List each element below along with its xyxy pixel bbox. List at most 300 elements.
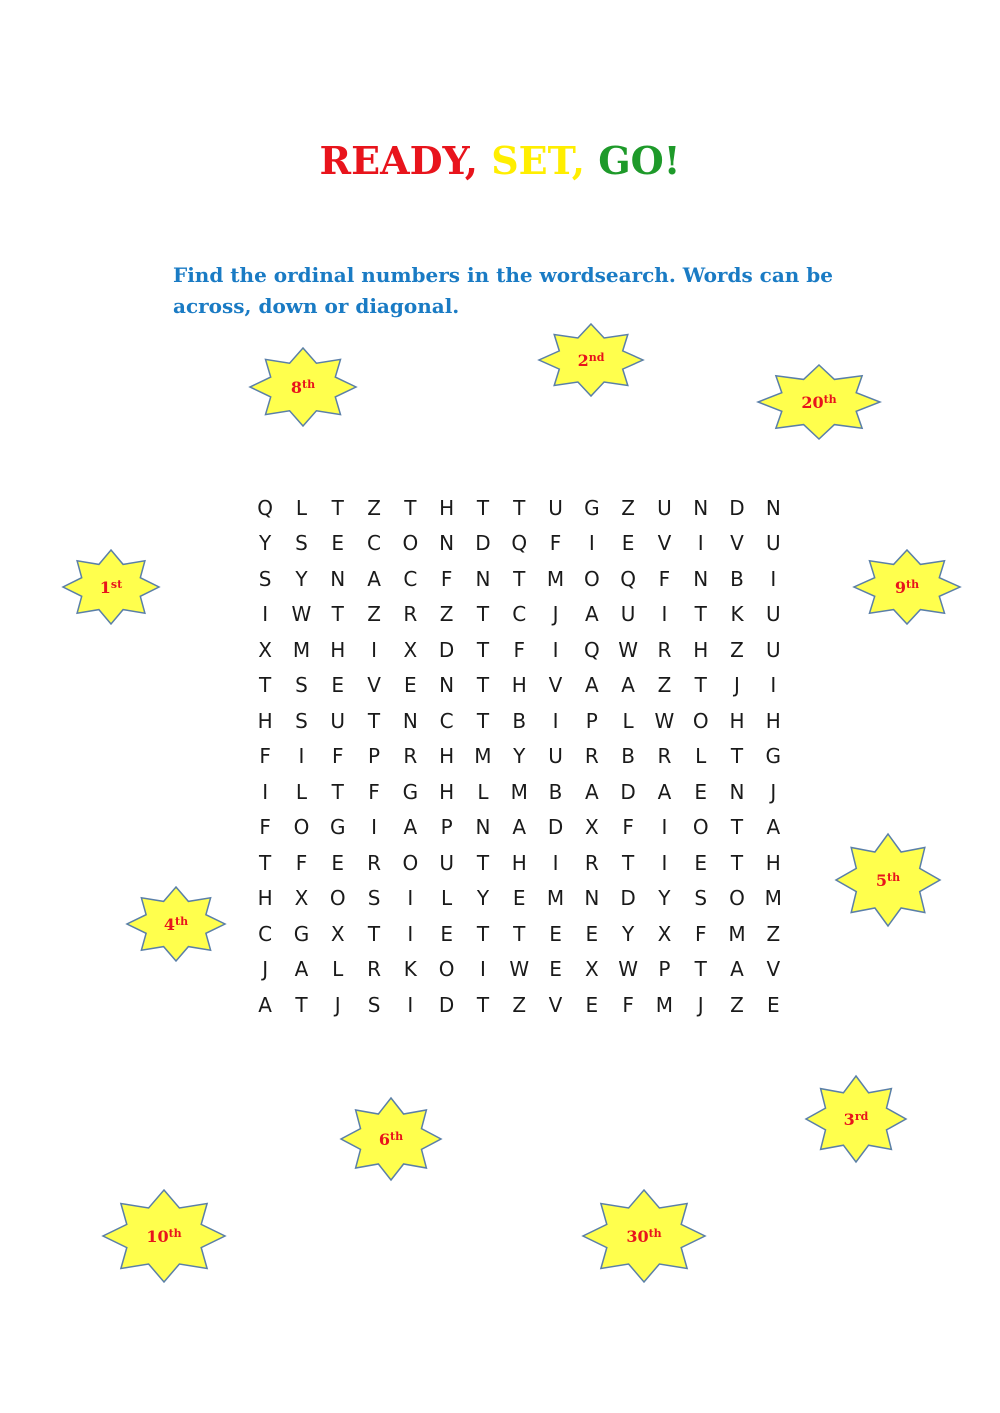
star-badge-1st bbox=[61, 548, 161, 626]
ordinal-suffix: th bbox=[906, 577, 920, 591]
grid-letter[interactable]: I bbox=[661, 850, 668, 875]
grid-letter[interactable]: M bbox=[546, 886, 565, 911]
ordinal-suffix: th bbox=[168, 1226, 182, 1240]
grid-letter[interactable]: F bbox=[622, 992, 634, 1017]
grid-letter[interactable]: A bbox=[258, 992, 272, 1017]
grid-letter[interactable]: I bbox=[552, 637, 559, 662]
ordinal-number: 10 bbox=[146, 1226, 169, 1246]
star-icon bbox=[63, 550, 159, 624]
grid-letter[interactable]: C bbox=[512, 602, 527, 627]
grid-letter[interactable]: X bbox=[584, 957, 599, 982]
grid-letter[interactable]: Y bbox=[622, 921, 635, 946]
grid-letter[interactable]: M bbox=[474, 744, 492, 769]
grid-letter[interactable]: E bbox=[331, 531, 345, 556]
grid-letter[interactable]: H bbox=[693, 637, 709, 662]
grid-letter[interactable]: C bbox=[367, 531, 382, 556]
star-shape bbox=[537, 322, 645, 398]
grid-letter[interactable]: K bbox=[403, 957, 417, 982]
ordinal-number: 1 bbox=[99, 577, 111, 597]
grid-letter[interactable]: V bbox=[730, 531, 744, 556]
grid-letter[interactable]: T bbox=[331, 779, 344, 804]
ordinal-number: 2 bbox=[577, 350, 589, 370]
grid-letter[interactable]: N bbox=[402, 708, 418, 733]
grid-letter[interactable]: A bbox=[621, 673, 635, 698]
grid-letter[interactable]: T bbox=[295, 992, 308, 1017]
grid-letter[interactable]: I bbox=[407, 886, 414, 911]
grid-letter[interactable]: O bbox=[729, 886, 745, 911]
grid-letter[interactable]: H bbox=[257, 886, 273, 911]
grid-letter[interactable]: Q bbox=[583, 637, 600, 662]
grid-letter[interactable]: E bbox=[585, 992, 599, 1017]
grid-letter[interactable]: U bbox=[657, 495, 672, 520]
star-shape bbox=[248, 346, 358, 428]
star-shape bbox=[61, 548, 161, 626]
grid-row bbox=[247, 490, 791, 526]
grid-letter[interactable]: U bbox=[765, 602, 781, 627]
grid-letter[interactable]: X bbox=[294, 886, 309, 911]
grid-letter[interactable]: A bbox=[367, 566, 381, 591]
grid-letter[interactable]: J bbox=[262, 957, 269, 982]
grid-letter[interactable]: Y bbox=[476, 886, 490, 911]
grid-letter[interactable]: X bbox=[330, 921, 345, 946]
grid-letter[interactable]: Y bbox=[658, 886, 671, 911]
star-badge-8th bbox=[248, 346, 358, 428]
star-shape bbox=[804, 1074, 908, 1164]
grid-letter[interactable]: S bbox=[367, 992, 381, 1017]
grid-row bbox=[247, 810, 791, 846]
grid-letter[interactable]: Q bbox=[620, 566, 636, 591]
grid-letter[interactable]: E bbox=[766, 992, 780, 1017]
grid-letter[interactable]: U bbox=[548, 495, 563, 520]
grid-letter[interactable]: X bbox=[403, 637, 418, 662]
grid-letter[interactable]: W bbox=[509, 957, 530, 982]
grid-letter[interactable]: R bbox=[403, 602, 418, 627]
grid-letter[interactable]: T bbox=[513, 921, 526, 946]
grid-letter[interactable]: D bbox=[438, 637, 455, 662]
grid-letter[interactable]: T bbox=[730, 744, 744, 769]
grid-letter[interactable]: W bbox=[618, 957, 638, 982]
grid-letter[interactable]: U bbox=[620, 602, 636, 627]
grid-letter[interactable]: T bbox=[476, 495, 490, 520]
grid-letter[interactable]: T bbox=[476, 602, 490, 627]
star-icon bbox=[854, 550, 960, 624]
grid-letter[interactable]: W bbox=[654, 708, 675, 733]
grid-letter[interactable]: A bbox=[294, 957, 309, 982]
grid-letter[interactable]: T bbox=[331, 495, 344, 520]
grid-letter[interactable]: G bbox=[584, 495, 600, 520]
grid-letter[interactable]: N bbox=[584, 886, 600, 911]
ordinal-number: 4 bbox=[163, 914, 176, 934]
star-shape bbox=[101, 1188, 227, 1284]
star-badge-9th bbox=[852, 548, 962, 626]
grid-letter[interactable]: N bbox=[475, 566, 491, 591]
star-icon bbox=[758, 365, 880, 439]
grid-letter[interactable]: A bbox=[584, 673, 599, 698]
grid-letter[interactable]: Y bbox=[259, 531, 272, 556]
grid-letter[interactable]: O bbox=[692, 815, 709, 840]
grid-letter[interactable]: G bbox=[293, 921, 310, 946]
grid-letter[interactable]: E bbox=[331, 673, 345, 698]
grid-letter[interactable]: U bbox=[548, 744, 563, 769]
star-badge-20th bbox=[756, 363, 882, 441]
grid-letter[interactable]: L bbox=[295, 779, 308, 804]
ordinal-number: 5 bbox=[875, 870, 888, 890]
grid-letter[interactable]: Z bbox=[730, 637, 744, 662]
grid-letter[interactable]: V bbox=[766, 957, 781, 982]
star-badge-3rd bbox=[804, 1074, 908, 1164]
grid-letter[interactable]: S bbox=[295, 673, 308, 698]
grid-letter[interactable]: Z bbox=[367, 602, 381, 627]
grid-letter[interactable]: L bbox=[477, 779, 489, 804]
instructions: Find the ordinal numbers in the wordsearch. Words can be across, down or diagonal. bbox=[173, 263, 834, 318]
grid-letter[interactable]: R bbox=[657, 637, 672, 662]
star-icon bbox=[539, 324, 643, 396]
grid-letter[interactable]: P bbox=[658, 957, 671, 982]
grid-letter[interactable]: F bbox=[622, 815, 634, 840]
grid-letter[interactable]: Z bbox=[439, 602, 454, 627]
grid-letter[interactable]: Z bbox=[367, 495, 381, 520]
title-ready: READY, bbox=[319, 138, 478, 183]
grid-letter[interactable]: V bbox=[548, 992, 563, 1017]
grid-letter[interactable]: H bbox=[439, 495, 455, 520]
grid-letter[interactable]: N bbox=[439, 673, 455, 698]
grid-letter[interactable]: N bbox=[330, 566, 346, 591]
grid-letter[interactable]: M bbox=[510, 779, 528, 804]
ordinal-number: 3 bbox=[843, 1109, 855, 1129]
grid-letter[interactable]: E bbox=[549, 957, 562, 982]
grid-letter[interactable]: J bbox=[697, 992, 704, 1017]
grid-letter[interactable]: A bbox=[584, 779, 599, 804]
star-shape bbox=[834, 832, 942, 928]
grid-letter[interactable]: A bbox=[657, 779, 672, 804]
grid-letter[interactable]: E bbox=[585, 921, 599, 946]
grid-letter[interactable]: R bbox=[657, 744, 672, 769]
star-badge-4th bbox=[125, 885, 227, 963]
grid-letter[interactable]: I bbox=[697, 531, 704, 556]
grid-letter[interactable]: T bbox=[476, 850, 490, 875]
grid-letter[interactable]: B bbox=[730, 566, 744, 591]
ordinal-suffix: th bbox=[175, 914, 189, 928]
star-icon bbox=[836, 834, 940, 926]
grid-letter[interactable]: N bbox=[765, 495, 781, 520]
grid-letter[interactable]: Z bbox=[766, 921, 781, 946]
star-icon bbox=[583, 1190, 705, 1282]
grid-letter[interactable]: M bbox=[655, 992, 674, 1017]
grid-letter[interactable]: S bbox=[295, 531, 308, 556]
grid-letter[interactable]: R bbox=[584, 744, 599, 769]
grid-letter[interactable]: U bbox=[765, 531, 781, 556]
grid-letter[interactable]: Y bbox=[295, 566, 308, 591]
grid-letter[interactable]: G bbox=[329, 815, 346, 840]
grid-letter[interactable]: T bbox=[476, 708, 490, 733]
grid-letter[interactable]: M bbox=[764, 886, 782, 911]
grid-row bbox=[247, 774, 791, 810]
grid-letter[interactable]: I bbox=[262, 779, 269, 804]
grid-letter[interactable]: R bbox=[367, 957, 381, 982]
grid-letter[interactable]: L bbox=[695, 744, 707, 769]
grid-letter[interactable]: T bbox=[367, 921, 381, 946]
grid-letter[interactable]: F bbox=[549, 531, 562, 556]
grid-letter[interactable]: O bbox=[402, 531, 419, 556]
grid-letter[interactable]: F bbox=[440, 566, 453, 591]
ordinal-suffix: st bbox=[110, 577, 123, 591]
grid-letter[interactable]: I bbox=[262, 602, 269, 627]
title-go: GO! bbox=[598, 138, 681, 183]
grid-row bbox=[247, 668, 791, 704]
grid-letter[interactable]: I bbox=[407, 921, 414, 946]
grid-letter[interactable]: Q bbox=[257, 495, 274, 520]
star-shape bbox=[756, 363, 882, 441]
ordinal-number: 9 bbox=[894, 577, 907, 597]
grid-letter[interactable]: T bbox=[259, 673, 272, 698]
wordsearch-grid bbox=[247, 490, 791, 1023]
grid-letter[interactable]: A bbox=[584, 602, 599, 627]
grid-letter[interactable]: B bbox=[621, 744, 635, 769]
grid-letter[interactable]: O bbox=[692, 708, 709, 733]
grid-letter[interactable]: T bbox=[694, 673, 707, 698]
grid-letter[interactable]: H bbox=[511, 673, 527, 698]
grid-letter[interactable]: H bbox=[439, 744, 455, 769]
grid-letter[interactable]: H bbox=[511, 850, 527, 875]
grid-letter[interactable]: T bbox=[367, 708, 381, 733]
grid-letter[interactable]: S bbox=[258, 566, 272, 591]
grid-row bbox=[247, 632, 791, 668]
grid-letter[interactable]: G bbox=[765, 744, 782, 769]
grid-letter[interactable]: N bbox=[693, 495, 709, 520]
grid-letter[interactable]: P bbox=[368, 744, 381, 769]
star-icon bbox=[127, 887, 225, 961]
grid-letter[interactable]: A bbox=[730, 957, 744, 982]
grid-letter[interactable]: H bbox=[765, 708, 781, 733]
grid-letter[interactable]: H bbox=[257, 708, 273, 733]
grid-letter[interactable]: P bbox=[440, 815, 453, 840]
ordinal-suffix: th bbox=[302, 377, 316, 391]
grid-letter[interactable]: R bbox=[584, 850, 599, 875]
grid-letter[interactable]: T bbox=[730, 850, 744, 875]
grid-letter[interactable]: E bbox=[549, 921, 562, 946]
grid-letter[interactable]: D bbox=[547, 815, 564, 840]
grid-letter[interactable]: R bbox=[403, 744, 418, 769]
grid-row bbox=[247, 845, 791, 881]
grid-letter[interactable]: P bbox=[585, 708, 598, 733]
grid-letter[interactable]: I bbox=[770, 673, 777, 698]
grid-letter[interactable]: O bbox=[583, 566, 600, 591]
grid-letter[interactable]: L bbox=[295, 495, 308, 520]
grid-letter[interactable]: Z bbox=[512, 992, 527, 1017]
grid-letter[interactable]: O bbox=[293, 815, 310, 840]
grid-letter[interactable]: F bbox=[658, 566, 671, 591]
grid-letter[interactable]: N bbox=[729, 779, 745, 804]
grid-row bbox=[247, 916, 791, 952]
grid-letter[interactable]: I bbox=[588, 531, 595, 556]
title-set: SET, bbox=[491, 138, 585, 183]
grid-letter[interactable]: I bbox=[298, 744, 305, 769]
grid-letter[interactable]: I bbox=[661, 602, 668, 627]
grid-letter[interactable]: T bbox=[694, 957, 707, 982]
ordinal-suffix: th bbox=[887, 870, 901, 884]
grid-letter[interactable]: H bbox=[729, 708, 745, 733]
star-shape bbox=[125, 885, 227, 963]
grid-letter[interactable]: Z bbox=[730, 992, 744, 1017]
grid-letter[interactable]: T bbox=[622, 850, 635, 875]
star-icon bbox=[806, 1076, 906, 1162]
ordinal-suffix: th bbox=[390, 1129, 404, 1143]
star-shape bbox=[581, 1188, 707, 1284]
grid-letter[interactable]: E bbox=[694, 779, 708, 804]
ordinal-suffix: nd bbox=[588, 350, 605, 364]
star-badge-5th bbox=[834, 832, 942, 928]
grid-letter[interactable]: I bbox=[371, 637, 377, 662]
grid-letter[interactable]: T bbox=[331, 602, 344, 627]
grid-letter[interactable]: O bbox=[402, 850, 419, 875]
grid-letter[interactable]: J bbox=[734, 673, 740, 698]
grid-letter[interactable]: R bbox=[367, 850, 381, 875]
grid-letter[interactable]: T bbox=[476, 673, 490, 698]
star-icon bbox=[250, 348, 356, 426]
grid-letter[interactable]: D bbox=[438, 992, 455, 1017]
grid-letter[interactable]: N bbox=[475, 815, 491, 840]
ordinal-suffix: th bbox=[648, 1226, 662, 1240]
ordinal-number: 20 bbox=[801, 392, 824, 412]
grid-row bbox=[247, 881, 791, 917]
grid-letter[interactable]: X bbox=[258, 637, 272, 662]
grid-row bbox=[247, 526, 791, 562]
grid-letter[interactable]: B bbox=[548, 779, 563, 804]
grid-letter[interactable]: H bbox=[439, 779, 455, 804]
grid-letter[interactable]: T bbox=[513, 566, 526, 591]
star-icon bbox=[103, 1190, 225, 1282]
grid-letter[interactable]: D bbox=[620, 886, 636, 911]
grid-row bbox=[247, 952, 791, 988]
star-shape bbox=[339, 1096, 443, 1182]
grid-letter[interactable]: T bbox=[694, 602, 707, 627]
grid-letter[interactable]: L bbox=[441, 886, 453, 911]
grid-letter[interactable]: E bbox=[440, 921, 453, 946]
grid-letter[interactable]: L bbox=[622, 708, 634, 733]
grid-letter[interactable]: S bbox=[295, 708, 308, 733]
grid-letter[interactable]: C bbox=[403, 566, 418, 591]
grid-letter[interactable]: Y bbox=[513, 744, 526, 769]
grid-letter[interactable]: N bbox=[693, 566, 709, 591]
grid-letter[interactable]: S bbox=[367, 886, 381, 911]
grid-letter[interactable]: F bbox=[295, 850, 308, 875]
grid-letter[interactable]: S bbox=[694, 886, 708, 911]
grid-letter[interactable]: Z bbox=[621, 495, 635, 520]
grid-letter[interactable]: T bbox=[476, 992, 490, 1017]
grid-row bbox=[247, 703, 791, 739]
grid-letter[interactable]: T bbox=[730, 815, 744, 840]
grid-letter[interactable]: T bbox=[259, 850, 272, 875]
page-title bbox=[0, 138, 1000, 183]
grid-letter[interactable]: V bbox=[367, 673, 381, 698]
grid-letter[interactable]: T bbox=[476, 637, 490, 662]
grid-letter[interactable]: E bbox=[404, 673, 417, 698]
grid-letter[interactable]: I bbox=[770, 566, 777, 591]
grid-letter[interactable]: A bbox=[766, 815, 781, 840]
grid-letter[interactable]: I bbox=[371, 815, 377, 840]
star-badge-30th bbox=[581, 1188, 707, 1284]
grid-letter[interactable]: O bbox=[438, 957, 455, 982]
grid-letter[interactable]: A bbox=[512, 815, 527, 840]
ordinal-number: 8 bbox=[290, 377, 303, 397]
grid-letter[interactable]: T bbox=[476, 921, 490, 946]
grid-letter[interactable]: W bbox=[291, 602, 312, 627]
grid-letter[interactable]: T bbox=[404, 495, 417, 520]
grid-letter[interactable]: F bbox=[259, 815, 271, 840]
star-shape bbox=[852, 548, 962, 626]
grid-letter[interactable]: E bbox=[694, 850, 708, 875]
star-badge-10th bbox=[101, 1188, 227, 1284]
grid-letter[interactable]: I bbox=[552, 850, 559, 875]
grid-row bbox=[247, 561, 791, 597]
star-badge-6th bbox=[339, 1096, 443, 1182]
grid-row bbox=[247, 739, 791, 775]
grid-letter[interactable]: F bbox=[368, 779, 380, 804]
grid-letter[interactable]: W bbox=[618, 637, 638, 662]
grid-letter[interactable]: H bbox=[330, 637, 346, 662]
grid-letter[interactable]: C bbox=[258, 921, 273, 946]
grid-letter[interactable]: V bbox=[548, 673, 563, 698]
grid-letter[interactable]: Q bbox=[511, 531, 528, 556]
grid-letter[interactable]: V bbox=[657, 531, 672, 556]
grid-letter[interactable]: G bbox=[402, 779, 419, 804]
grid-letter[interactable]: B bbox=[512, 708, 527, 733]
grid-letter[interactable]: I bbox=[479, 957, 486, 982]
grid-letter[interactable]: F bbox=[694, 921, 707, 946]
grid-letter[interactable]: I bbox=[661, 815, 668, 840]
grid-letter[interactable]: M bbox=[546, 566, 565, 591]
grid-letter[interactable]: I bbox=[407, 992, 414, 1017]
grid-letter[interactable]: Z bbox=[657, 673, 672, 698]
grid-letter[interactable]: J bbox=[334, 992, 341, 1017]
grid-row bbox=[247, 597, 791, 633]
grid-letter[interactable]: F bbox=[259, 744, 271, 769]
grid-letter[interactable]: A bbox=[403, 815, 418, 840]
grid-letter[interactable]: H bbox=[765, 850, 781, 875]
grid-letter[interactable]: J bbox=[552, 602, 559, 627]
grid-row bbox=[247, 987, 791, 1023]
grid-letter[interactable]: M bbox=[728, 921, 746, 946]
grid-letter[interactable]: F bbox=[513, 637, 525, 662]
grid-letter[interactable]: O bbox=[329, 886, 346, 911]
ordinal-suffix: rd bbox=[854, 1109, 869, 1123]
star-badge-2nd bbox=[537, 322, 645, 398]
ordinal-number: 6 bbox=[378, 1129, 391, 1149]
grid-letter[interactable]: N bbox=[439, 531, 455, 556]
grid-letter[interactable]: E bbox=[512, 886, 526, 911]
grid-letter[interactable]: K bbox=[730, 602, 744, 627]
grid-letter[interactable]: J bbox=[770, 779, 777, 804]
grid-letter[interactable]: X bbox=[584, 815, 599, 840]
grid-letter[interactable]: D bbox=[475, 531, 491, 556]
grid-letter[interactable]: F bbox=[331, 744, 344, 769]
grid-letter[interactable]: U bbox=[765, 637, 781, 662]
grid-letter[interactable]: U bbox=[439, 850, 454, 875]
ordinal-number: 30 bbox=[626, 1226, 649, 1246]
grid-letter[interactable]: E bbox=[621, 531, 635, 556]
grid-letter[interactable]: C bbox=[439, 708, 454, 733]
grid-letter[interactable]: I bbox=[552, 708, 559, 733]
grid-letter[interactable]: X bbox=[657, 921, 672, 946]
grid-letter[interactable]: D bbox=[729, 495, 745, 520]
grid-letter[interactable]: L bbox=[332, 957, 344, 982]
grid-letter[interactable]: D bbox=[620, 779, 636, 804]
grid-letter[interactable]: T bbox=[513, 495, 526, 520]
grid-letter[interactable]: E bbox=[331, 850, 345, 875]
grid-letter[interactable]: U bbox=[330, 708, 346, 733]
grid-letter[interactable]: M bbox=[292, 637, 311, 662]
star-icon bbox=[341, 1098, 441, 1180]
